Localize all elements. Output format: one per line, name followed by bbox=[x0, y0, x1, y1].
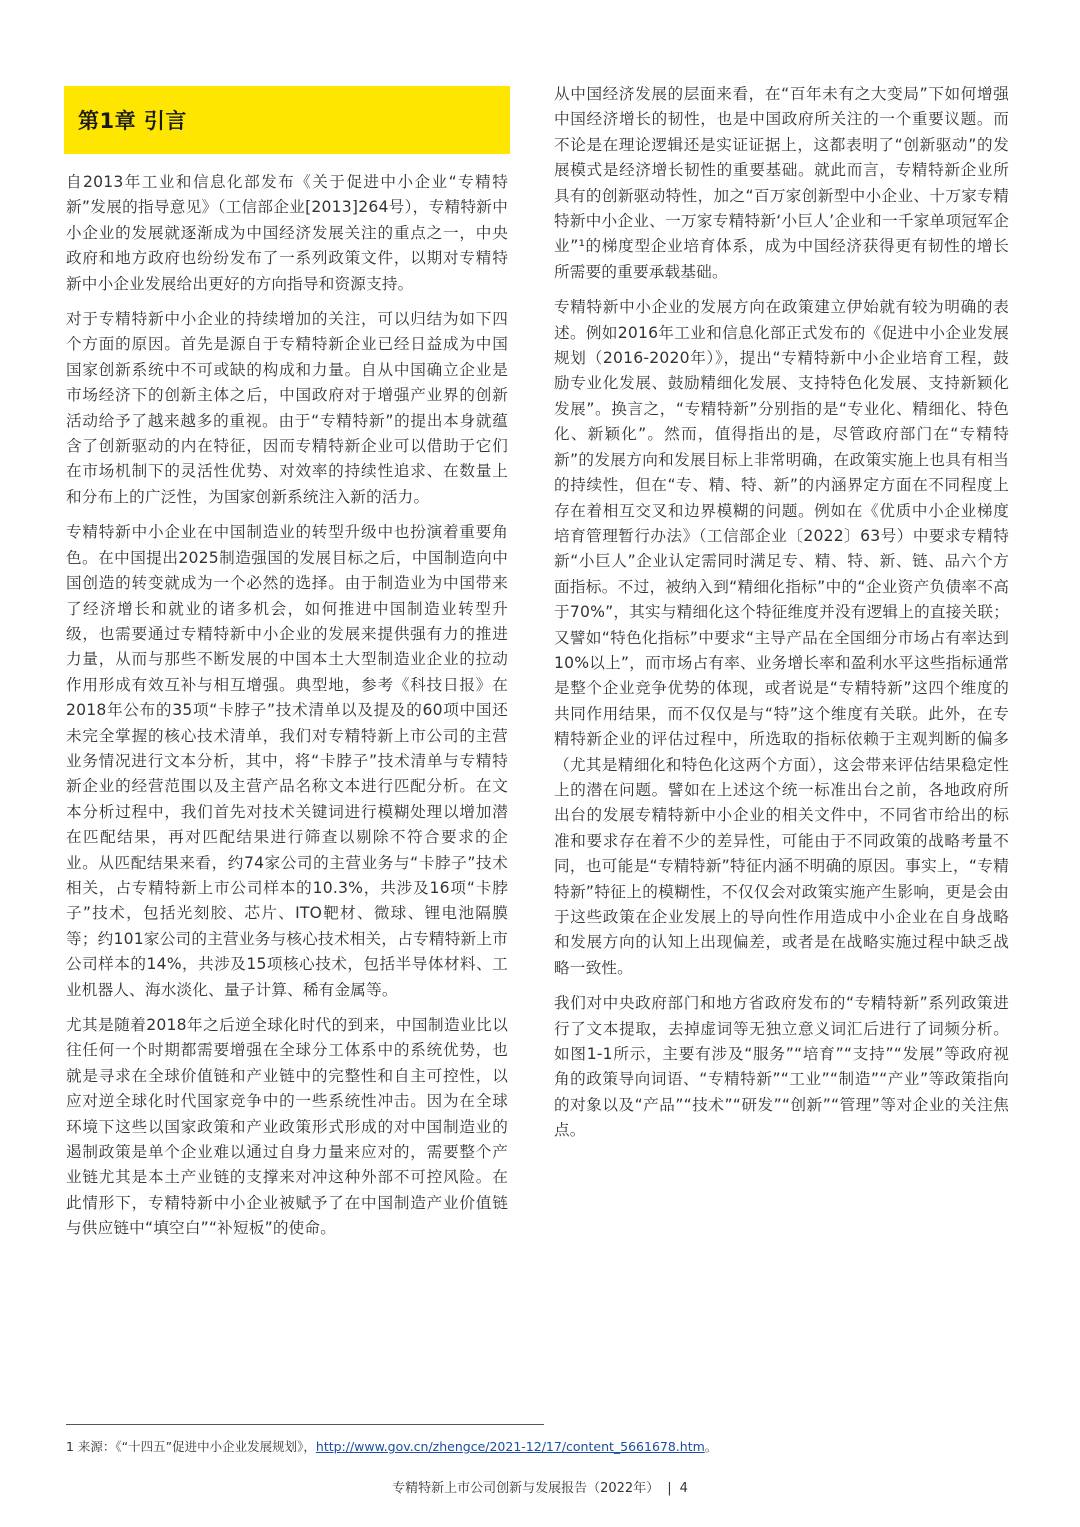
report-title: 专精特新上市公司创新与发展报告（2022年） bbox=[392, 1481, 660, 1496]
footnote-suffix: 。 bbox=[704, 1439, 718, 1454]
footnote-link[interactable]: http://www.gov.cn/zhengce/2021-12/17/content_5661678.htm bbox=[315, 1439, 705, 1454]
footnote-divider bbox=[66, 1424, 544, 1425]
chapter-heading-box bbox=[64, 86, 510, 154]
page-footer bbox=[0, 1477, 1080, 1496]
paragraph: 自2013年工业和信息化部发布《关于促进中小企业“专精特新”发展的指导意见》（工信部企业[2013]264号），专精特新中小企业的发展就逐渐成为中国经济发展关注的重点之一，中央政府和地方政府也纷纷发布了一系列政策文件，以期对专精特新中小企业发展给出更好的方向指导和资源支持。 bbox=[66, 173, 508, 293]
right-column bbox=[554, 82, 1009, 1144]
paragraph: 我们对中央政府部门和地方省政府发布的“专精特新”系列政策进行了文本提取，去掉虚词等无独立意义词汇后进行了词频分析。如图1-1所示，主要有涉及“服务”“培育”“支持”“发展”等政府视角的政策导向词语、“专精特新”“工业”“制造”“产业”等政策指向的对象以及“产品”“技术”“研发”“创新”“管理”等对企业的关注焦点。 bbox=[554, 994, 1009, 1140]
footnote-source: 来源：《“十四五”促进中小企业发展规划》， bbox=[73, 1439, 316, 1454]
page-number: 4 bbox=[679, 1481, 688, 1496]
paragraph: 专精特新中小企业的发展方向在政策建立伊始就有较为明确的表述。例如2016年工业和信息化部正式发布的《促进中小企业发展规划（2016-2020年）》，提出“专精特新中小企业培育工程，鼓励专业化发展、鼓励精细化发展、支持特色化发展、支持新颖化发展”。换言之，“专精特新”分别指的是“专业化、精细化、特色化、新颖化”。然而，值得指出的是，尽管政府部门在“专精特新”的发展方向和发展目标上非常明确，在政策实施上也具有相当的持续性，但在“专、精、特、新”的内涵界定方面在不同程度上存在着相互交叉和边界模糊的问题。例如在《优质中小企业梯度培育管理暂行办法》（工信部企业〔2022〕63号）中要求专精特新“小巨人”企业认定需同时满足专、精、特、新、链、品六个方面指标。不过，被纳入到“精细化指标”中的“企业资产负债率不高于70%”，其实与精细化这个特征维度并没有逻辑上的直接关联；又譬如“特色化指标”中要求“主导产品在全国细分市场占有率达到10%以上”，而市场占有率、业务增长率和盈利水平这些指标通常是整个企业竞争优势的体现，或者说是“专精特新”这四个维度的共同作用结果，而不仅仅是与“特”这个维度有关联。此外，在专精特新企业的评估过程中，所选取的指标依赖于主观判断的偏多（尤其是精细化和特色化这两个方面），这会带来评估结果稳定性上的潜在问题。譬如在上述这个统一标准出台之前，各地政府所出台的发展专精特新中小企业的相关文件中，不同省市给出的标准和要求存在着不少的差异性，可能由于不同政策的战略考量不同，也可能是“专精特新”特征内涵不明确的原因。事实上，“专精特新”特征上的模糊性，不仅仅会对政策实施产生影响，更是会由于这些政策在企业发展上的导向性作用造成中小企业在自身战略和发展方向的认知上出现偏差，或者是在战略实施过程中缺乏战略一致性。 bbox=[554, 298, 1009, 977]
paragraph: 对于专精特新中小企业的持续增加的关注，可以归结为如下四个方面的原因。首先是源自于专精特新企业已经日益成为中国国家创新系统中不可或缺的构成和力量。自从中国确立企业是市场经济下的创新主体之后，中国政府对于增强产业界的创新活动给予了越来越多的重视。由于“专精特新”的提出本身就蕴含了创新驱动的内在特征，因而专精特新企业可以借助于它们在市场机制下的灵活性优势、对效率的持续性追求、在数量上和分布上的广泛性，为国家创新系统注入新的活力。 bbox=[66, 310, 508, 506]
paragraph: 专精特新中小企业在中国制造业的转型升级中也扮演着重要角色。在中国提出2025制造强国的发展目标之后，中国制造向中国创造的转变就成为一个必然的选择。由于制造业为中国带来了经济增长和就业的诸多机会，如何推进中国制造业转型升级，也需要通过专精特新中小企业的发展来提供强有力的推进力量，从而与那些不断发展的中国本土大型制造业企业的拉动作用形成有效互补与相互增强。典型地，参考《科技日报》在2018年公布的35项“卡脖子”技术清单以及提及的60项中国还未完全掌握的核心技术清单，我们对专精特新上市公司的主营业务情况进行文本分析，其中，将“卡脖子”技术清单与专精特新企业的经营范围以及主营产品名称文本进行匹配分析。在文本分析过程中，我们首先对技术关键词进行模糊处理以增加潜在匹配结果，再对匹配结果进行筛查以剔除不符合要求的企业。从匹配结果来看，约74家公司的主营业务与“卡脖子”技术相关，占专精特新上市公司样本的10.3%，共涉及16项“卡脖子”技术，包括光刻胶、芯片、ITO靶材、微球、锂电池隔膜等；约101家公司的主营业务与核心技术相关，占专精特新上市公司样本的14%，共涉及15项核心技术，包括半导体材料、工业机器人、海水淡化、量子计算、稀有金属等。 bbox=[66, 523, 508, 999]
chapter-title: 第1章 引言 bbox=[78, 109, 187, 133]
footer-separator: | bbox=[667, 1481, 672, 1496]
footnote-marker: 1 bbox=[66, 1439, 74, 1454]
footnote bbox=[66, 1437, 1016, 1455]
left-column bbox=[66, 170, 508, 1242]
paragraph: 从中国经济发展的层面来看，在“百年未有之大变局”下如何增强中国经济增长的韧性，也是中国政府所关注的一个重要议题。而不论是在理论逻辑还是实证证据上，这都表明了“创新驱动”的发展模式是经济增长韧性的重要基础。就此而言，专精特新企业所具有的创新驱动特性，加之“百万家创新型中小企业、十万家专精特新中小企业、一万家专精特新‘小巨人’企业和一千家单项冠军企业”¹的梯度型企业培育体系，成为中国经济获得更有韧性的增长所需要的重要承载基础。 bbox=[554, 85, 1009, 281]
paragraph: 尤其是随着2018年之后逆全球化时代的到来，中国制造业比以往任何一个时期都需要增强在全球分工体系中的系统优势，也就是寻求在全球价值链和产业链中的完整性和自主可控性，以应对逆全球化时代国家竞争中的一些系统性冲击。因为在全球环境下这些以国家政策和产业政策形式形成的对中国制造业的遏制政策是单个企业难以通过自身力量来应对的，需要整个产业链尤其是本土产业链的支撑来对冲这种外部不可控风险。在此情形下，专精特新中小企业被赋予了在中国制造产业价值链与供应链中“填空白”“补短板”的使命。 bbox=[66, 1016, 508, 1238]
